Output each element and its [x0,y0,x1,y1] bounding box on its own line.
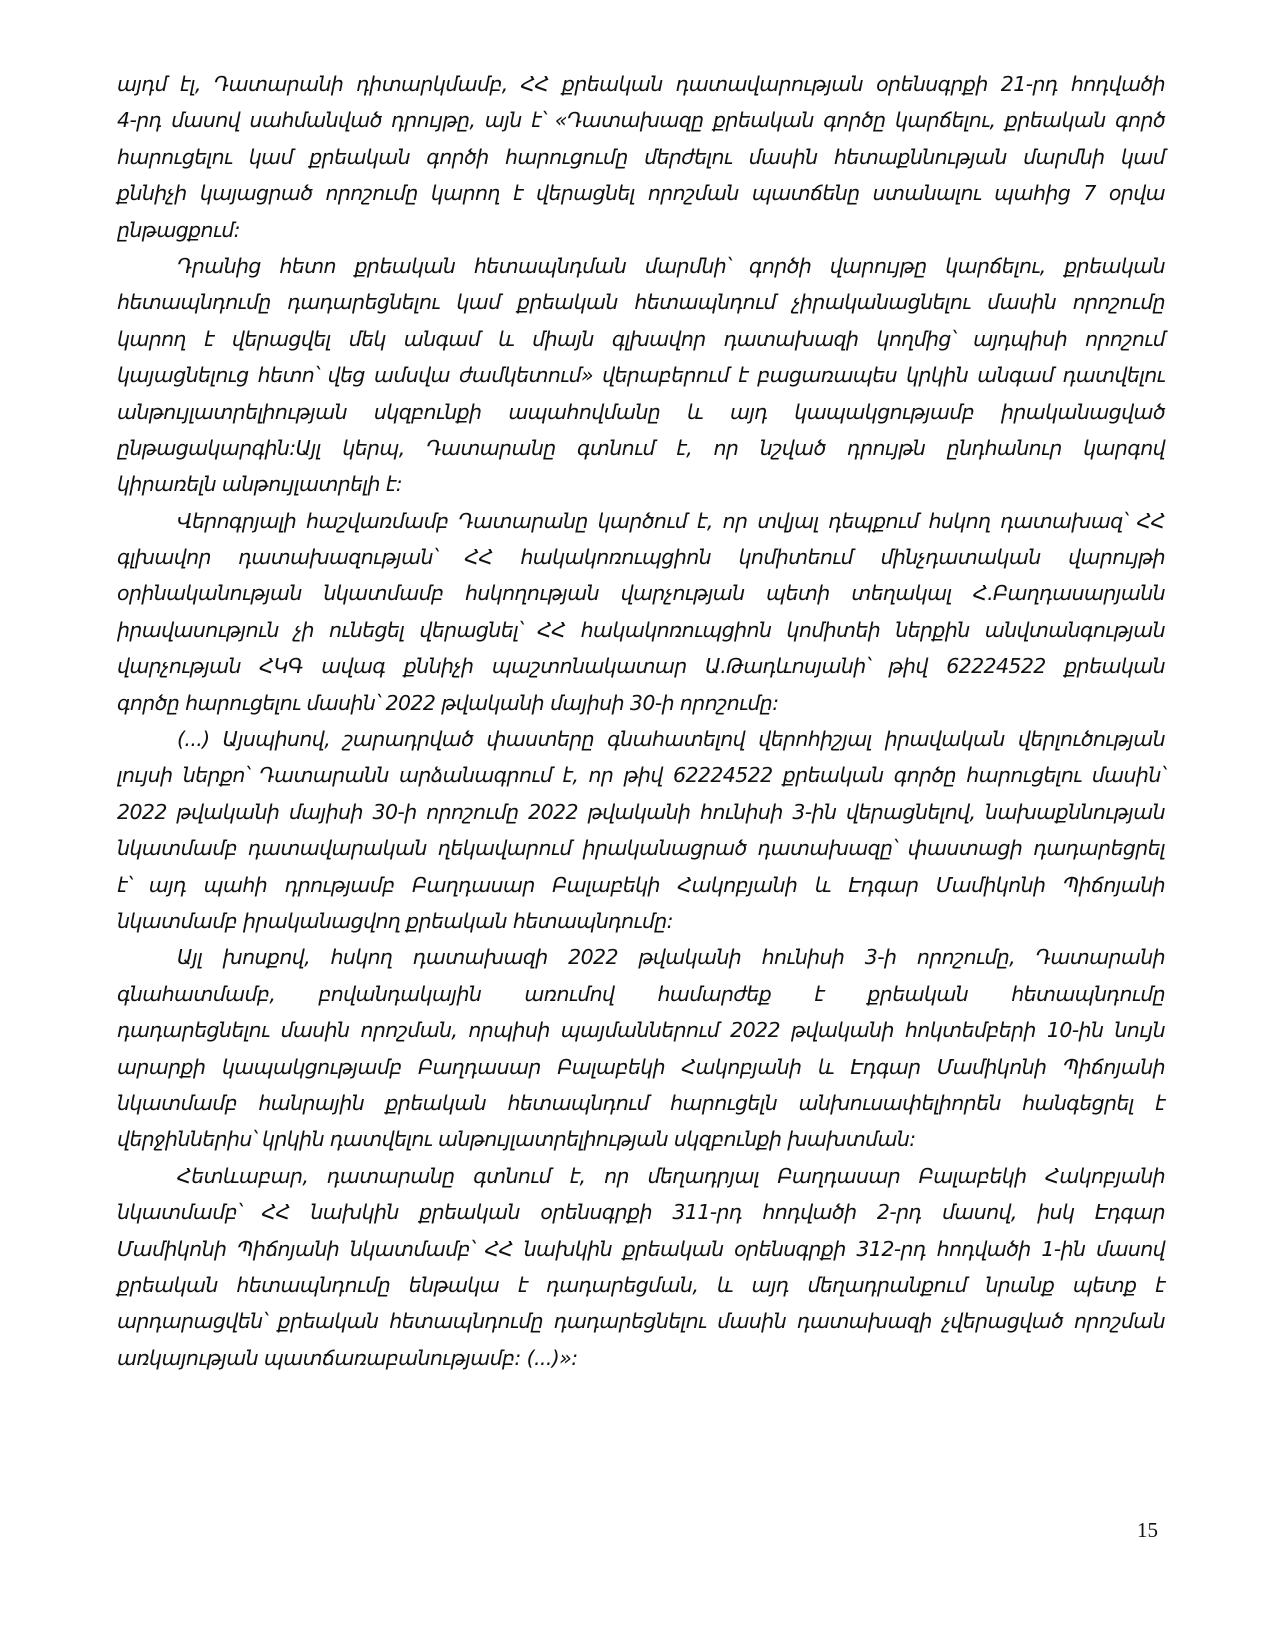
text-line: 4-րդ մասով սահմանված դրույթը, այն է՝ «Դատախազը քրեական գործը կարճելու, քրեական գործ [117,108,1165,133]
text-line: իրավասություն չի ունեցել վերացնել՝ ՀՀ հակակոռուպցիոն կոմիտեի ներքին անվտանգության [117,617,1165,642]
text-line: ընթացքում: [117,217,240,242]
paragraph [117,66,1165,248]
text-line: (...) Այսպիսով, շարադրված փաստերը գնահատելով վերոհիշյալ իրավական վերլուծության [177,727,1165,752]
paragraph [117,503,1165,721]
text-line: Վերոգրյալի հաշվառմամբ Դատարանը կարծում է, որ տվյալ դեպքում հսկող դատախազ՝ ՀՀ [177,508,1165,533]
text-line: նկատմամբ՝ ՀՀ նախկին քրեական օրենսգրքի 311-րդ հոդվածի 2-րդ մասով, իսկ Էդգար [117,1200,1165,1225]
text-line: նկատմամբ իրականացվող քրեական հետապնդումը: [117,908,673,933]
text-line: վերջիններիս՝ կրկին դատվելու անթույլատրելիության սկզբունքի խախտման: [117,1127,916,1152]
page-number: 15 [1137,1518,1158,1542]
text-line: կիրառելն անթույլատրելի է: [117,472,403,497]
text-line: գլխավոր դատախազության՝ ՀՀ հակակոռուպցիոն կոմիտեում մինչդատական վարույթի [117,545,1165,570]
text-line: օրինականության նկատմամբ հսկողության վարչության պետի տեղակալ Հ.Բաղդասարյանն [117,581,1165,606]
paragraph [117,248,1165,503]
text-line: ընթացակարգին:Այլ կերպ, Դատարանը գտնում է, որ նշված դրույթն ընդհանուր կարգով [117,435,1165,460]
text-line: նկատմամբ հանրային քրեական հետապնդում հարուցելն անխուսափելիորեն հանգեցրել է [117,1090,1165,1115]
paragraph [117,939,1165,1157]
text-line: կայացնելուց հետո՝ վեց ամսվա ժամկետում» վերաբերում է բացառապես կրկին անգամ դատվելու [117,363,1165,388]
text-line: գործը հարուցելու մասին՝ 2022 թվականի մայիսի 30-ի որոշումը: [117,690,779,715]
text-line: գնահատմամբ, բովանդակային առումով համարժեք է քրեական հետապնդումը [117,981,1165,1006]
text-line: Այլ խոսքով, հսկող դատախազի 2022 թվականի հունիսի 3-ի որոշումը, Դատարանի [177,945,1165,970]
text-line: այդմ էլ, Դատարանի դիտարկմամբ, ՀՀ քրեական դատավարության օրենսգրքի 21-րդ հոդվածի [117,72,1165,96]
text-line: քրեական հետապնդումը ենթակա է դադարեցման, և այդ մեղադրանքում նրանք պետք է [117,1272,1165,1297]
text-line: լույսի ներքո՝ Դատարանն արձանագրում է, որ թիվ 62224522 քրեական գործը հարուցելու մասին՝ [117,763,1165,788]
text-line: դադարեցնելու մասին որոշման, որպիսի պայմաններում 2022 թվականի հոկտեմբերի 10-ին նույն [117,1018,1165,1043]
text-line: քննիչի կայացրած որոշումը կարող է վերացնել որոշման պատճենը ստանալու պահից 7 օրվա [117,181,1165,206]
text-line: 2022 թվականի մայիսի 30-ի որոշումը 2022 թվականի հունիսի 3-ին վերացնելով, նախաքննության [117,799,1165,824]
text-line: արարքի կապակցությամբ Բաղդասար Բալաբեկի Հակոբյանի և Էդգար Մամիկոնի Պիճոյանի [117,1054,1165,1079]
text-line: առկայության պատճառաբանությամբ: (...)»: [117,1345,578,1370]
text-line: հետապնդումը դադարեցնելու կամ քրեական հետապնդում չիրականացնելու մասին որոշումը [117,290,1165,315]
text-line: հարուցելու կամ քրեական գործի հարուցումը մերժելու մասին հետաքննության մարմնի կամ [117,144,1165,169]
document-page [117,66,1165,1376]
text-line: վարչության ՀԿԳ ավագ քննիչի պաշտոնակատար Ա.Թադևոսյանի՝ թիվ 62224522 քրեական [117,654,1165,679]
text-line: արդարացվեն՝ քրեական հետապնդումը դադարեցնելու մասին դատախազի չվերացված որոշման [117,1309,1165,1334]
text-line: Հետևաբար, դատարանը գտնում է, որ մեղադրյալ Բաղդասար Բալաբեկի Հակոբյանի [177,1163,1165,1188]
text-line: Դրանից հետո քրեական հետապնդման մարմնի՝ գործի վարույթը կարճելու, քրեական [177,253,1165,278]
paragraph [117,1158,1165,1376]
paragraph [117,721,1165,939]
text-line: է՝ այդ պահի դրությամբ Բաղդասար Բալաբեկի Հակոբյանի և Էդգար Մամիկոնի Պիճոյանի [117,872,1165,897]
text-line: կարող է վերացվել մեկ անգամ և միայն գլխավոր դատախազի կողմից՝ այդպիսի որոշում [117,326,1165,351]
text-line: նկատմամբ դատավարական ղեկավարում իրականացրած դատախազը՝ փաստացի դադարեցրել [117,836,1165,861]
text-line: անթույլատրելիության սկզբունքի ապահովմանը և այդ կապակցությամբ իրականացված [117,399,1165,424]
text-line: Մամիկոնի Պիճոյանի նկատմամբ՝ ՀՀ նախկին քրեական օրենսգրքի 312-րդ հոդվածի 1-ին մասով [117,1236,1165,1261]
